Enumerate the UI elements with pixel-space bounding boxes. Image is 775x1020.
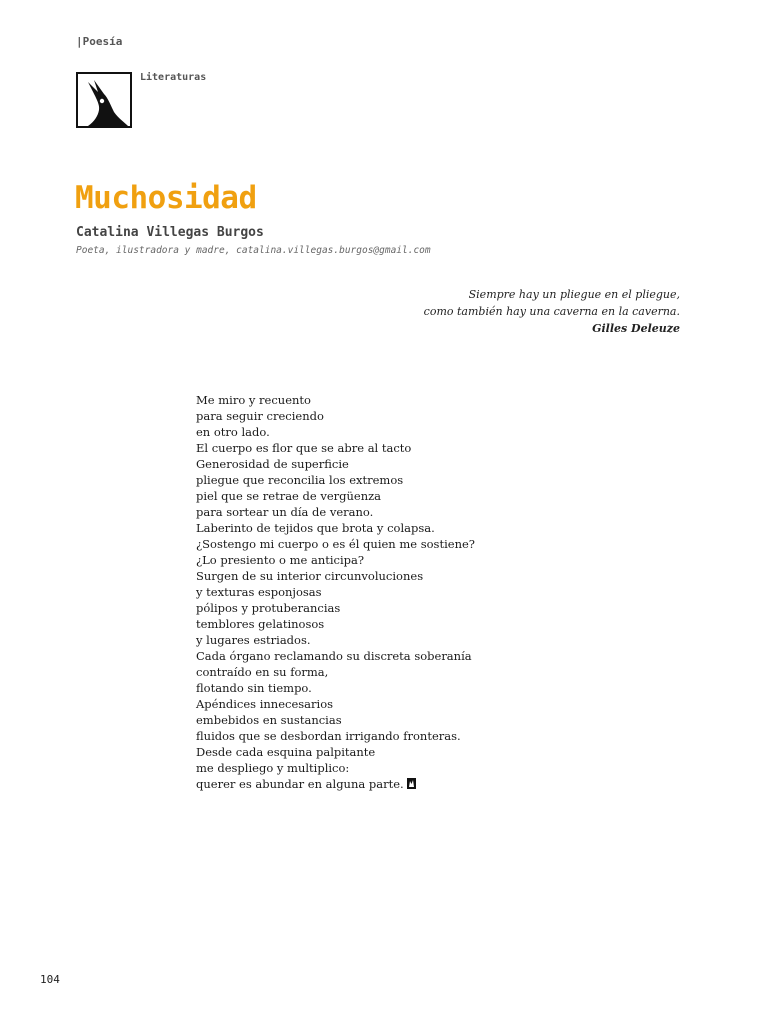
- poem-line: fluidos que se desbordan irrigando fronteras.: [196, 729, 461, 743]
- poem-line: ¿Lo presiento o me anticipa?: [196, 553, 365, 567]
- page-number: 104: [40, 973, 60, 986]
- poem-line: me despliego y multiplico:: [196, 761, 350, 775]
- poem-line: y lugares estriados.: [196, 633, 311, 647]
- epigraph-line: como también hay una caverna en la caverna.: [423, 305, 680, 318]
- poem-line: embebidos en sustancias: [196, 713, 342, 727]
- poem-line: Laberinto de tejidos que brota y colapsa.: [196, 521, 435, 535]
- poem-body: [196, 392, 475, 792]
- poem-line: para sortear un día de verano.: [196, 505, 374, 519]
- crow-logo-icon: [76, 72, 132, 128]
- poem-line: y texturas esponjosas: [196, 585, 322, 599]
- epigraph-author: Gilles Deleuze: [592, 322, 680, 335]
- poem-line: Apéndices innecesarios: [196, 697, 334, 711]
- poem-line: contraído en su forma,: [196, 665, 329, 679]
- poem-line: querer es abundar en alguna parte.: [196, 777, 404, 791]
- poem-line: ¿Sostengo mi cuerpo o es él quien me sostiene?: [196, 537, 475, 551]
- category-label: Literaturas: [140, 72, 207, 83]
- crow-silhouette-icon: [78, 74, 130, 126]
- poem-line: Me miro y recuento: [196, 393, 311, 407]
- poem-line: El cuerpo es flor que se abre al tacto: [196, 441, 412, 455]
- author-name: Catalina Villegas Burgos: [76, 225, 264, 240]
- section-label: |Poesía: [76, 35, 123, 48]
- epigraph-line: Siempre hay un pliegue en el pliegue,: [468, 288, 680, 301]
- poem-line: pliegue que reconcilia los extremos: [196, 473, 404, 487]
- poem-line: flotando sin tiempo.: [196, 681, 312, 695]
- poem-line: temblores gelatinosos: [196, 617, 325, 631]
- poem-last-line: [196, 776, 475, 792]
- article-title: Muchosidad: [75, 180, 257, 216]
- end-of-article-icon: [407, 778, 416, 789]
- poem-line: en otro lado.: [196, 425, 270, 439]
- epigraph: [424, 286, 680, 337]
- poem-line: pólipos y protuberancias: [196, 601, 341, 615]
- author-bio: Poeta, ilustradora y madre, catalina.villegas.burgos@gmail.com: [76, 245, 431, 256]
- poem-line: Desde cada esquina palpitante: [196, 745, 376, 759]
- poem-line: para seguir creciendo: [196, 409, 324, 423]
- poem-line: Cada órgano reclamando su discreta soberanía: [196, 649, 472, 663]
- poem-line: Surgen de su interior circunvoluciones: [196, 569, 424, 583]
- poem-line: Generosidad de superficie: [196, 457, 349, 471]
- poem-line: piel que se retrae de vergüenza: [196, 489, 382, 503]
